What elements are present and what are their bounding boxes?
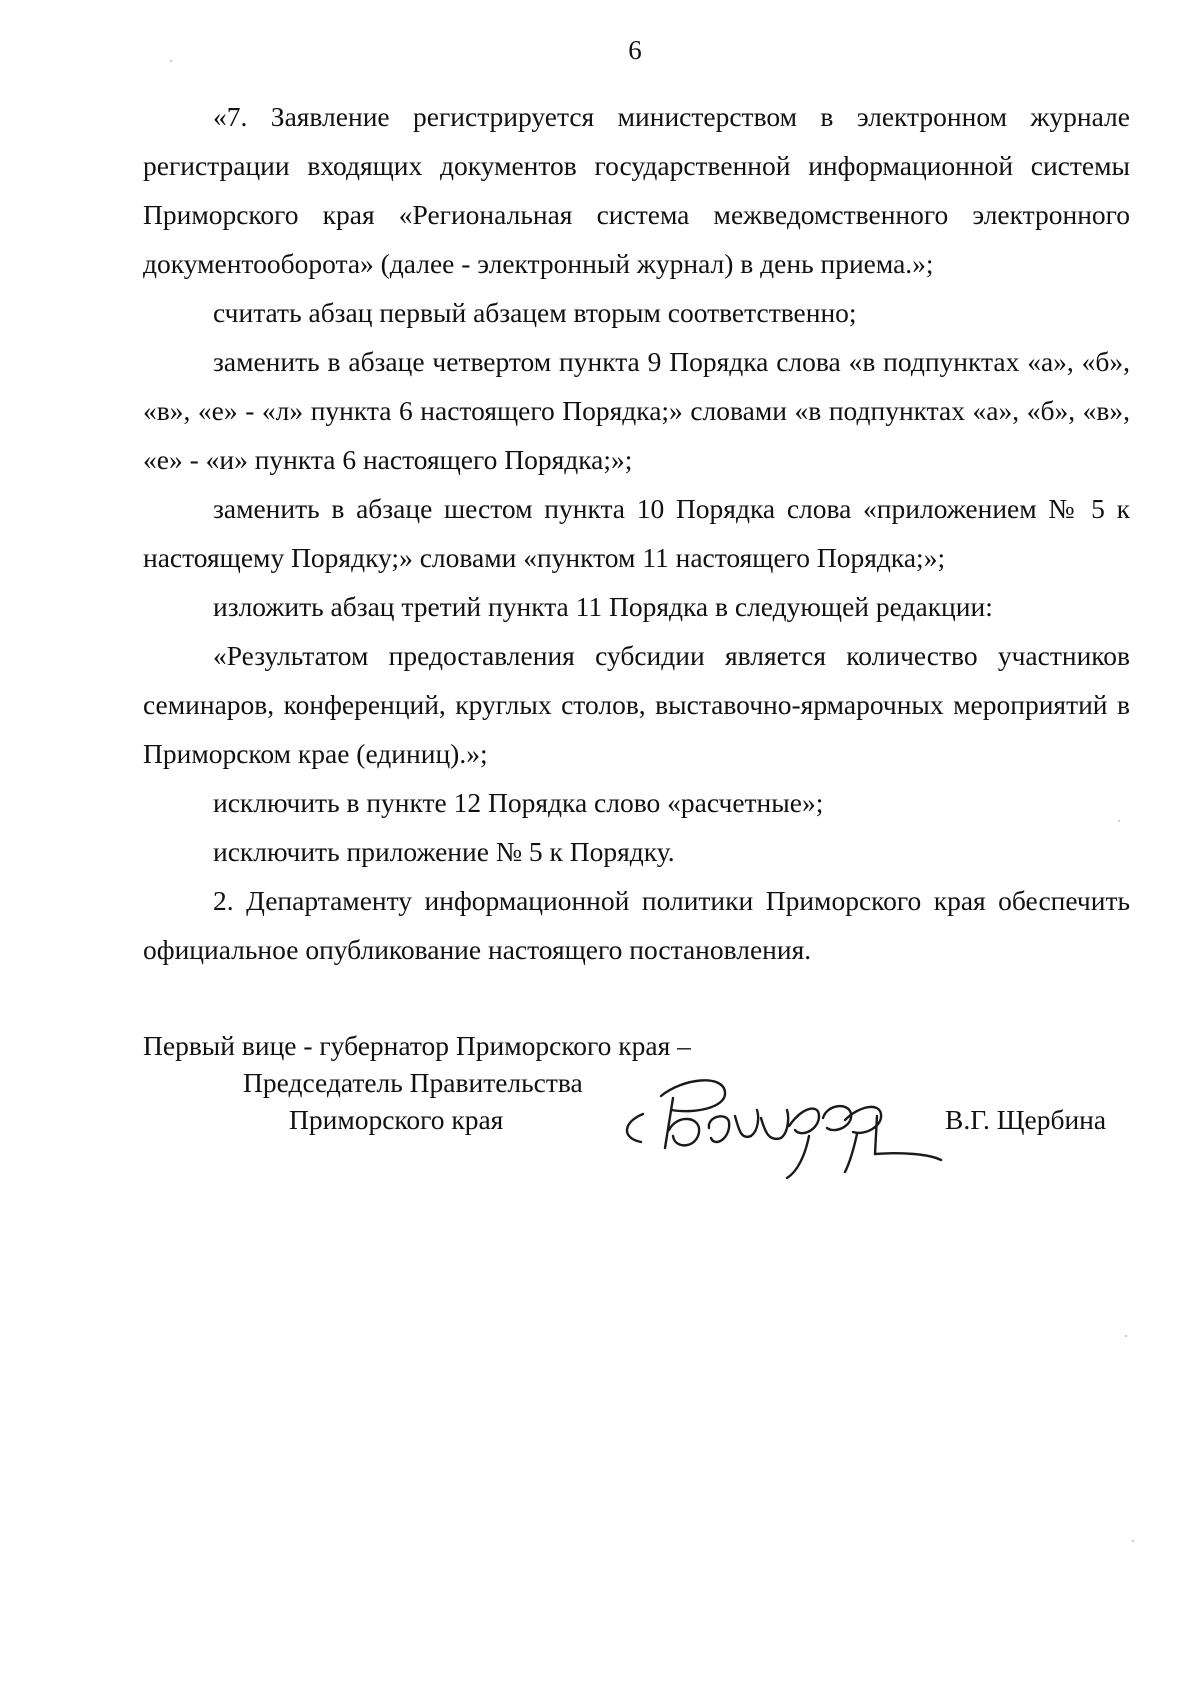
handwritten-signature: [613, 1056, 943, 1206]
scan-speck: [1125, 1335, 1127, 1337]
paragraph-point-12: исключить в пункте 12 Порядка слово «расчетные»;: [213, 787, 824, 818]
paragraph-department: 2. Департаменту информационной политики Приморского края обеспечить официальное опубликование настоящего постановления.: [143, 885, 1130, 965]
paragraph-point-11-text: «Результатом предоставления субсидии является количество участников семинаров, конференций, круглых столов, выставочно-ярмарочных мероприятий в Приморском крае (единиц).»;: [143, 640, 1130, 769]
paragraph-point-9: заменить в абзаце четвертом пункта 9 Порядка слова «в подпунктах «а», «б», «в», «е» - «л» пункта 6 настоящего Порядка;» словами «в подпунктах «а», «б», «в», «е» - «и» пункта 6 настоящего Порядка;»;: [143, 346, 1130, 475]
signatory-title-line-1: Первый вице - губернатор Приморского края –: [143, 1030, 691, 1061]
signatory-name: В.Г. Щербина: [945, 1104, 1107, 1135]
document-body: [143, 92, 1130, 974]
paragraph-renumber: считать абзац первый абзацем вторым соответственно;: [213, 297, 857, 328]
page-number: 6: [628, 35, 642, 65]
signatory-title-line-3: Приморского края: [289, 1104, 504, 1135]
paragraph-point-10: заменить в абзаце шестом пункта 10 Порядка слова «приложением № 5 к настоящему Порядку;» словами «пунктом 11 настоящего Порядка;»;: [143, 493, 1130, 573]
signatory-title-line-2: Председатель Правительства: [243, 1067, 583, 1098]
scan-speck: [170, 60, 172, 62]
scan-speck: [1118, 820, 1120, 822]
signature-block: [143, 1028, 1143, 1198]
scan-speck: [1132, 1540, 1134, 1542]
paragraph-appendix-5: исключить приложение № 5 к Порядку.: [213, 836, 675, 867]
paragraph-clause-7: «7. Заявление регистрируется министерством в электронном журнале регистрации входящих документов государственной информационной системы Приморского края «Региональная система межведомственного электронного документооборота» (далее - электронный журнал) в день приема.»;: [143, 101, 1130, 279]
paragraph-point-11-intro: изложить абзац третий пункта 11 Порядка в следующей редакции:: [213, 591, 993, 622]
